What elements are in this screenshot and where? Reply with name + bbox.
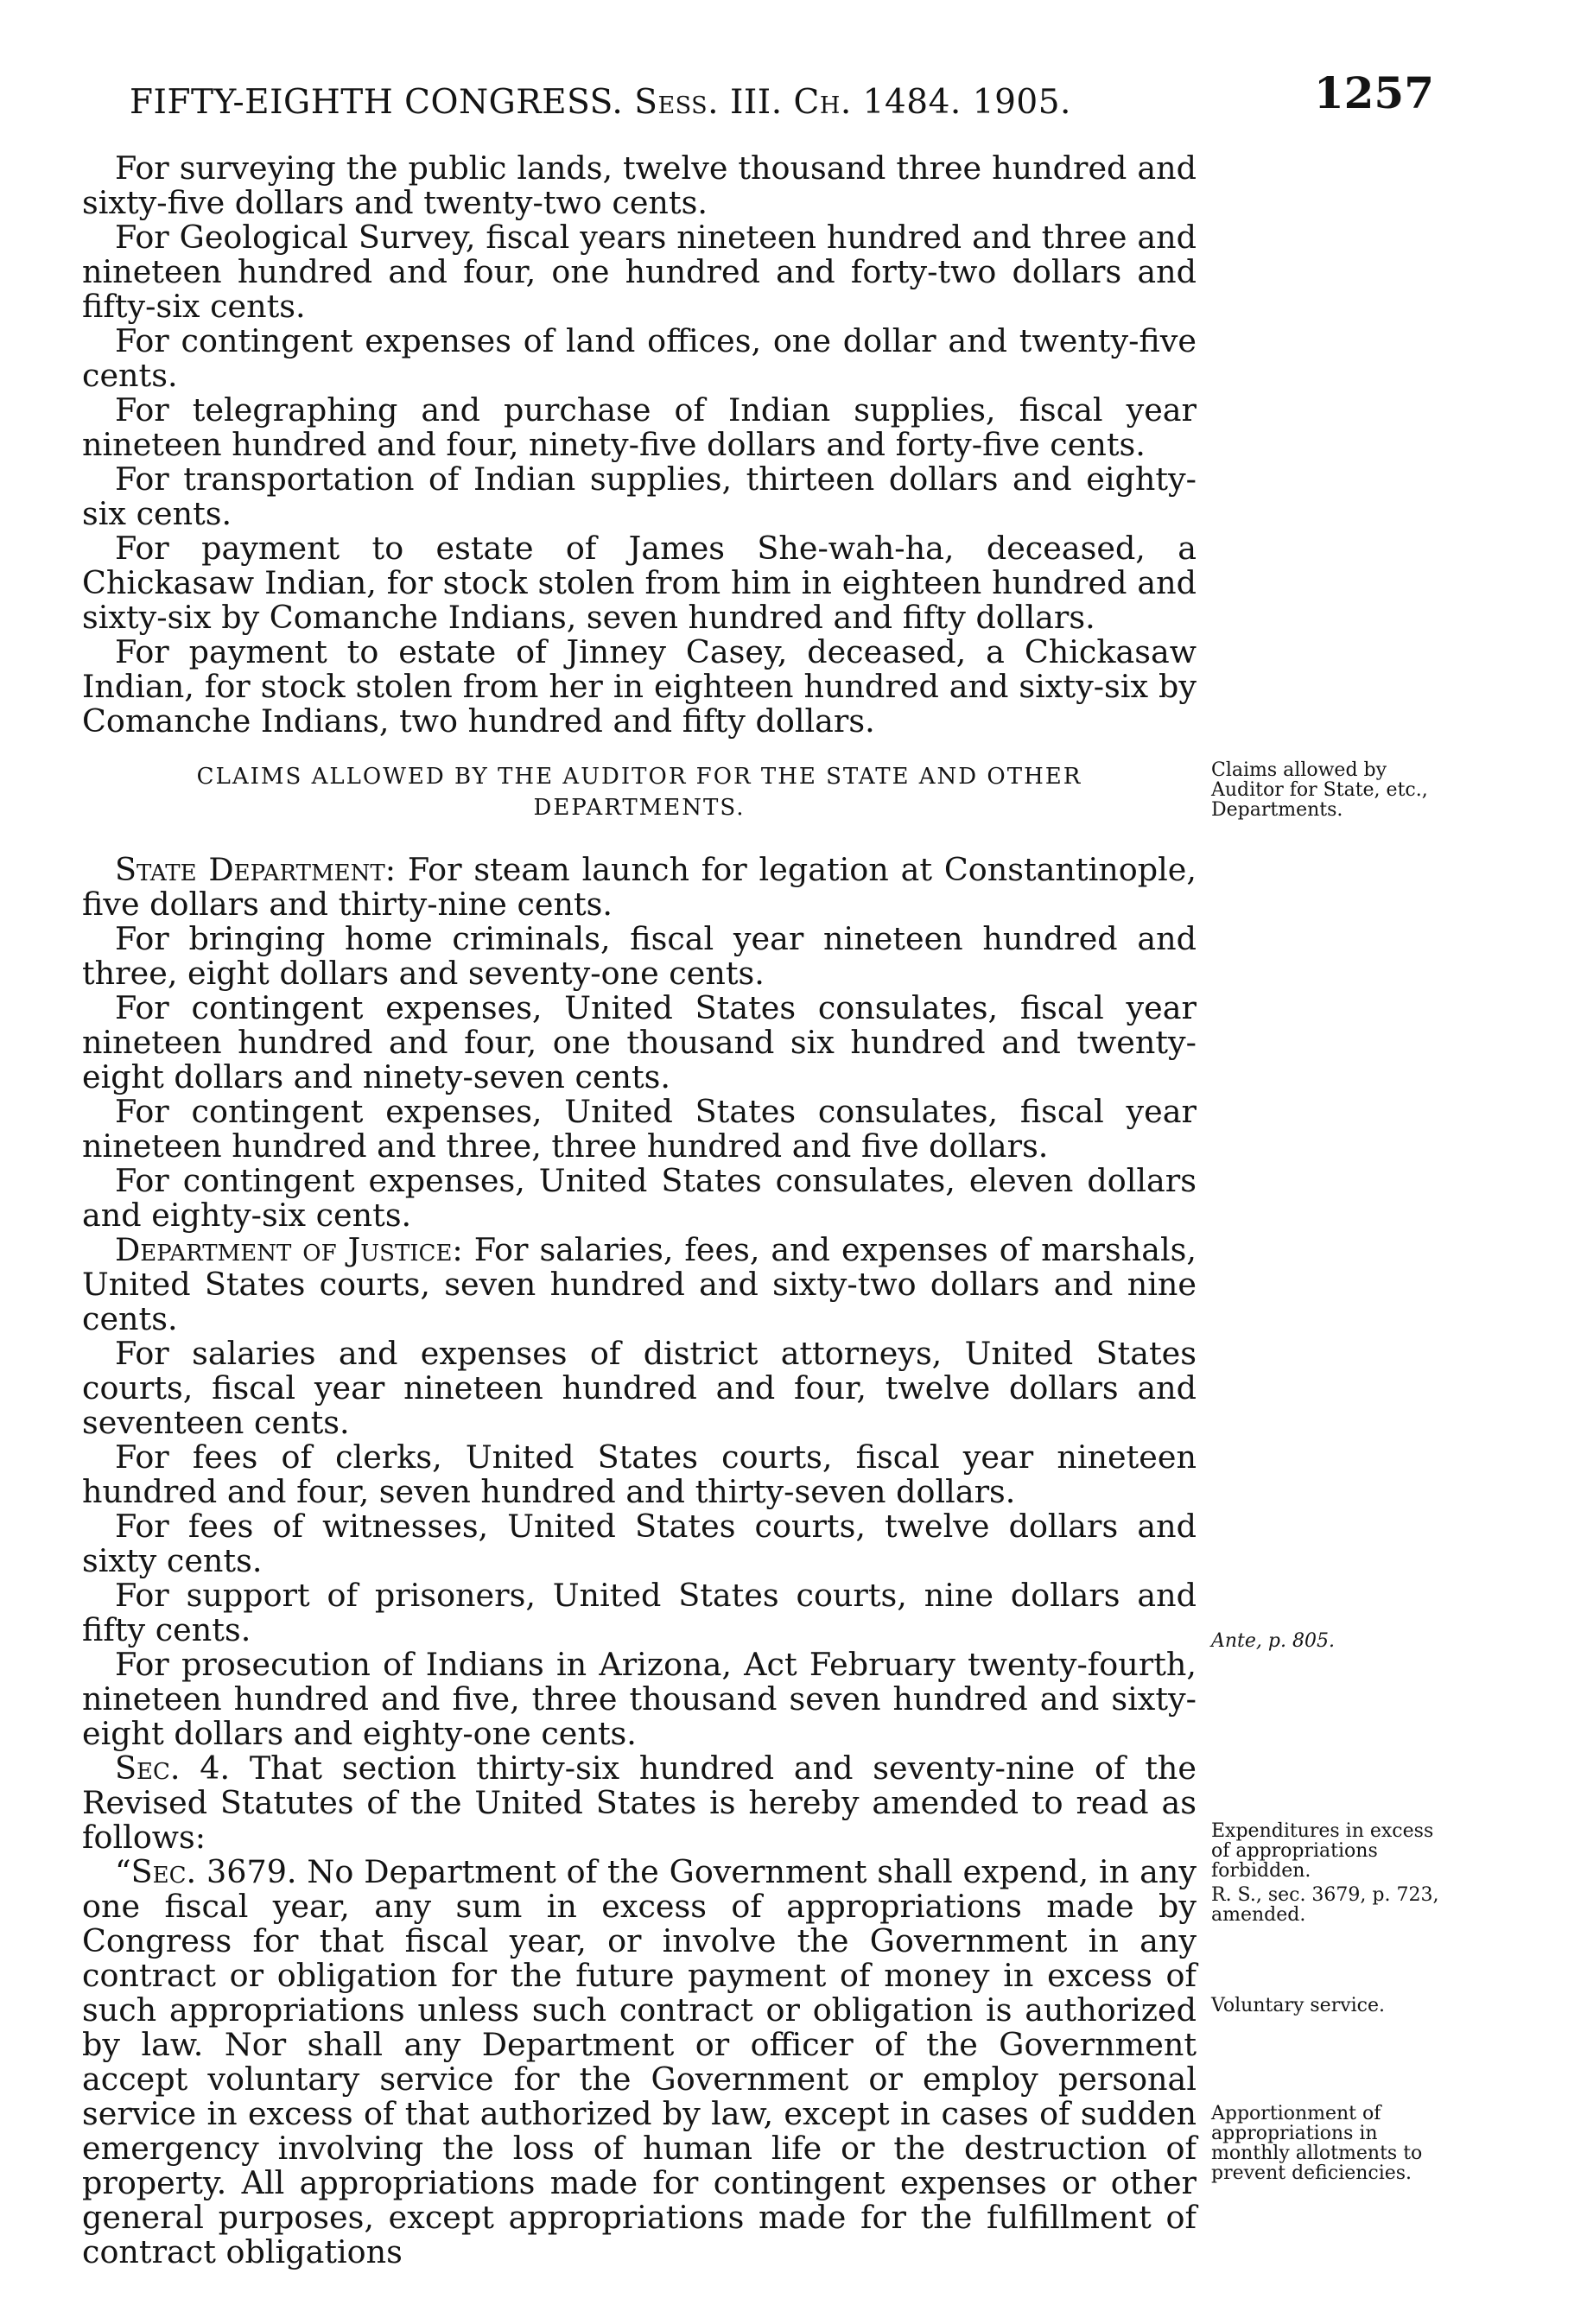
section-heading-line: DEPARTMENTS. [533, 795, 746, 821]
page-header [121, 67, 1434, 128]
section-heading-line: CLAIMS ALLOWED BY THE AUDITOR FOR THE STATE AND OTHER [196, 764, 1082, 790]
paragraph: For telegraphing and purchase of Indian supplies, fiscal year nineteen hundred and four, ninety-five dollars and forty-five cents. [82, 391, 1197, 463]
paragraph: For support of prisoners, United States courts, nine dollars and fifty cents. [82, 1577, 1197, 1648]
paragraph: For payment to estate of James She-wah-ha, deceased, a Chickasaw Indian, for stock stolen from him in eighteen hundred and sixty-six by Comanche Indians, seven hundred and fifty dollars. [82, 530, 1197, 636]
margin-note-apportionment: Apportionment of appropriations in monthly allotments to prevent deficiencies. [1211, 2103, 1423, 2184]
department-lead: Department of Justice: [115, 1231, 463, 1268]
paragraph: For surveying the public lands, twelve thousand three hundred and sixty-five dollars and twenty-two cents. [82, 149, 1197, 221]
paragraph: For contingent expenses, United States consulates, fiscal year nineteen hundred and three, three hundred and five dollars. [82, 1093, 1197, 1165]
section-lead: Sec. 4. [115, 1749, 231, 1787]
running-head [130, 83, 1071, 122]
paragraph: For salaries and expenses of district attorneys, United States courts, fiscal year nineteen hundred and four, twelve dollars and seventeen cents. [82, 1335, 1197, 1441]
paragraph-text: 3679. No Department of the Government shall expend, in any one fiscal year, any sum in excess of appropriations made by Congress for that fiscal year, or involve the Government in any contract or obligation for the future payment of money in excess of such appropriations unless such contract or obligation is authorized by law. Nor shall any Department or officer of the Government accept voluntary service for the Government or employ personal service in excess of that authorized by law, except in cases of sudden emergency involving the loss of human life or the destruction of property. All appropriations made for contingent expenses or other general purposes, except appropriations made for the fulfillment of contract obligations [82, 1853, 1197, 2270]
paragraph-text: For steam launch for legation at Constantinople, five dollars and thirty-nine cents. [82, 851, 1197, 923]
paragraph [82, 1751, 1197, 1855]
paragraph-text: For salaries, fees, and expenses of marshals, United States courts, seven hundred and sixty-two dollars and nine cents. [82, 1231, 1197, 1337]
running-head-year: 1905. [972, 83, 1071, 122]
paragraph: For fees of clerks, United States courts, fiscal year nineteen hundred and four, seven hundred and thirty-seven dollars. [82, 1438, 1197, 1510]
margin-note-ante-text: Ante, p. 805. [1211, 1630, 1335, 1652]
margin-note-ante [1211, 1631, 1453, 1651]
section-heading [82, 761, 1197, 823]
section-lead: “Sec. [115, 1853, 197, 1890]
paragraph: For bringing home criminals, fiscal year nineteen hundred and three, eight dollars and seventy-one cents. [82, 920, 1197, 992]
paragraph: For Geological Survey, fiscal years nineteen hundred and three and nineteen hundred and four, one hundred and forty-two dollars and fifty-six cents. [82, 219, 1197, 325]
margin-note-rs: R. S., sec. 3679, p. 723, amended. [1211, 1884, 1439, 1926]
paragraph: For fees of witnesses, United States courts, twelve dollars and sixty cents. [82, 1508, 1197, 1579]
running-head-chapter: Ch. 1484. [793, 83, 962, 122]
paragraph: For transportation of Indian supplies, thirteen dollars and eighty-six cents. [82, 460, 1197, 532]
paragraph [82, 1855, 1197, 2270]
statute-body [82, 151, 1197, 2270]
paragraph [82, 853, 1197, 922]
paragraph [82, 1233, 1197, 1337]
running-head-congress: FIFTY-EIGHTH CONGRESS. [130, 83, 624, 122]
paragraph-text: That section thirty-six hundred and seventy-nine of the Revised Statutes of the United States is hereby amended to read as follows: [82, 1749, 1197, 1856]
paragraph: For contingent expenses, United States consulates, fiscal year nineteen hundred and four, one thousand six hundred and twenty-eight dollars and ninety-seven cents. [82, 989, 1197, 1095]
paragraph: For payment to estate of Jinney Casey, deceased, a Chickasaw Indian, for stock stolen from her in eighteen hundred and sixty-six by Comanche Indians, two hundred and fifty dollars. [82, 633, 1197, 740]
margin-note-expenditures: Expenditures in excess of appropriations forbidden. [1211, 1820, 1434, 1882]
paragraph: For contingent expenses of land offices, one dollar and twenty-five cents. [82, 322, 1197, 394]
margin-note-voluntary: Voluntary service. [1211, 1995, 1386, 2016]
running-head-session: Sess. III. [634, 83, 783, 122]
page-number: 1257 [1313, 67, 1434, 118]
margin-note-claims: Claims allowed by Auditor for State, etc., Departments. [1211, 759, 1428, 821]
department-lead: State Department: [115, 851, 396, 888]
paragraph: For contingent expenses, United States consulates, eleven dollars and eighty-six cents. [82, 1162, 1197, 1234]
paragraph: For prosecution of Indians in Arizona, Act February twenty-fourth, nineteen hundred and five, three thousand seven hundred and sixty-eight dollars and eighty-one cents. [82, 1646, 1197, 1752]
